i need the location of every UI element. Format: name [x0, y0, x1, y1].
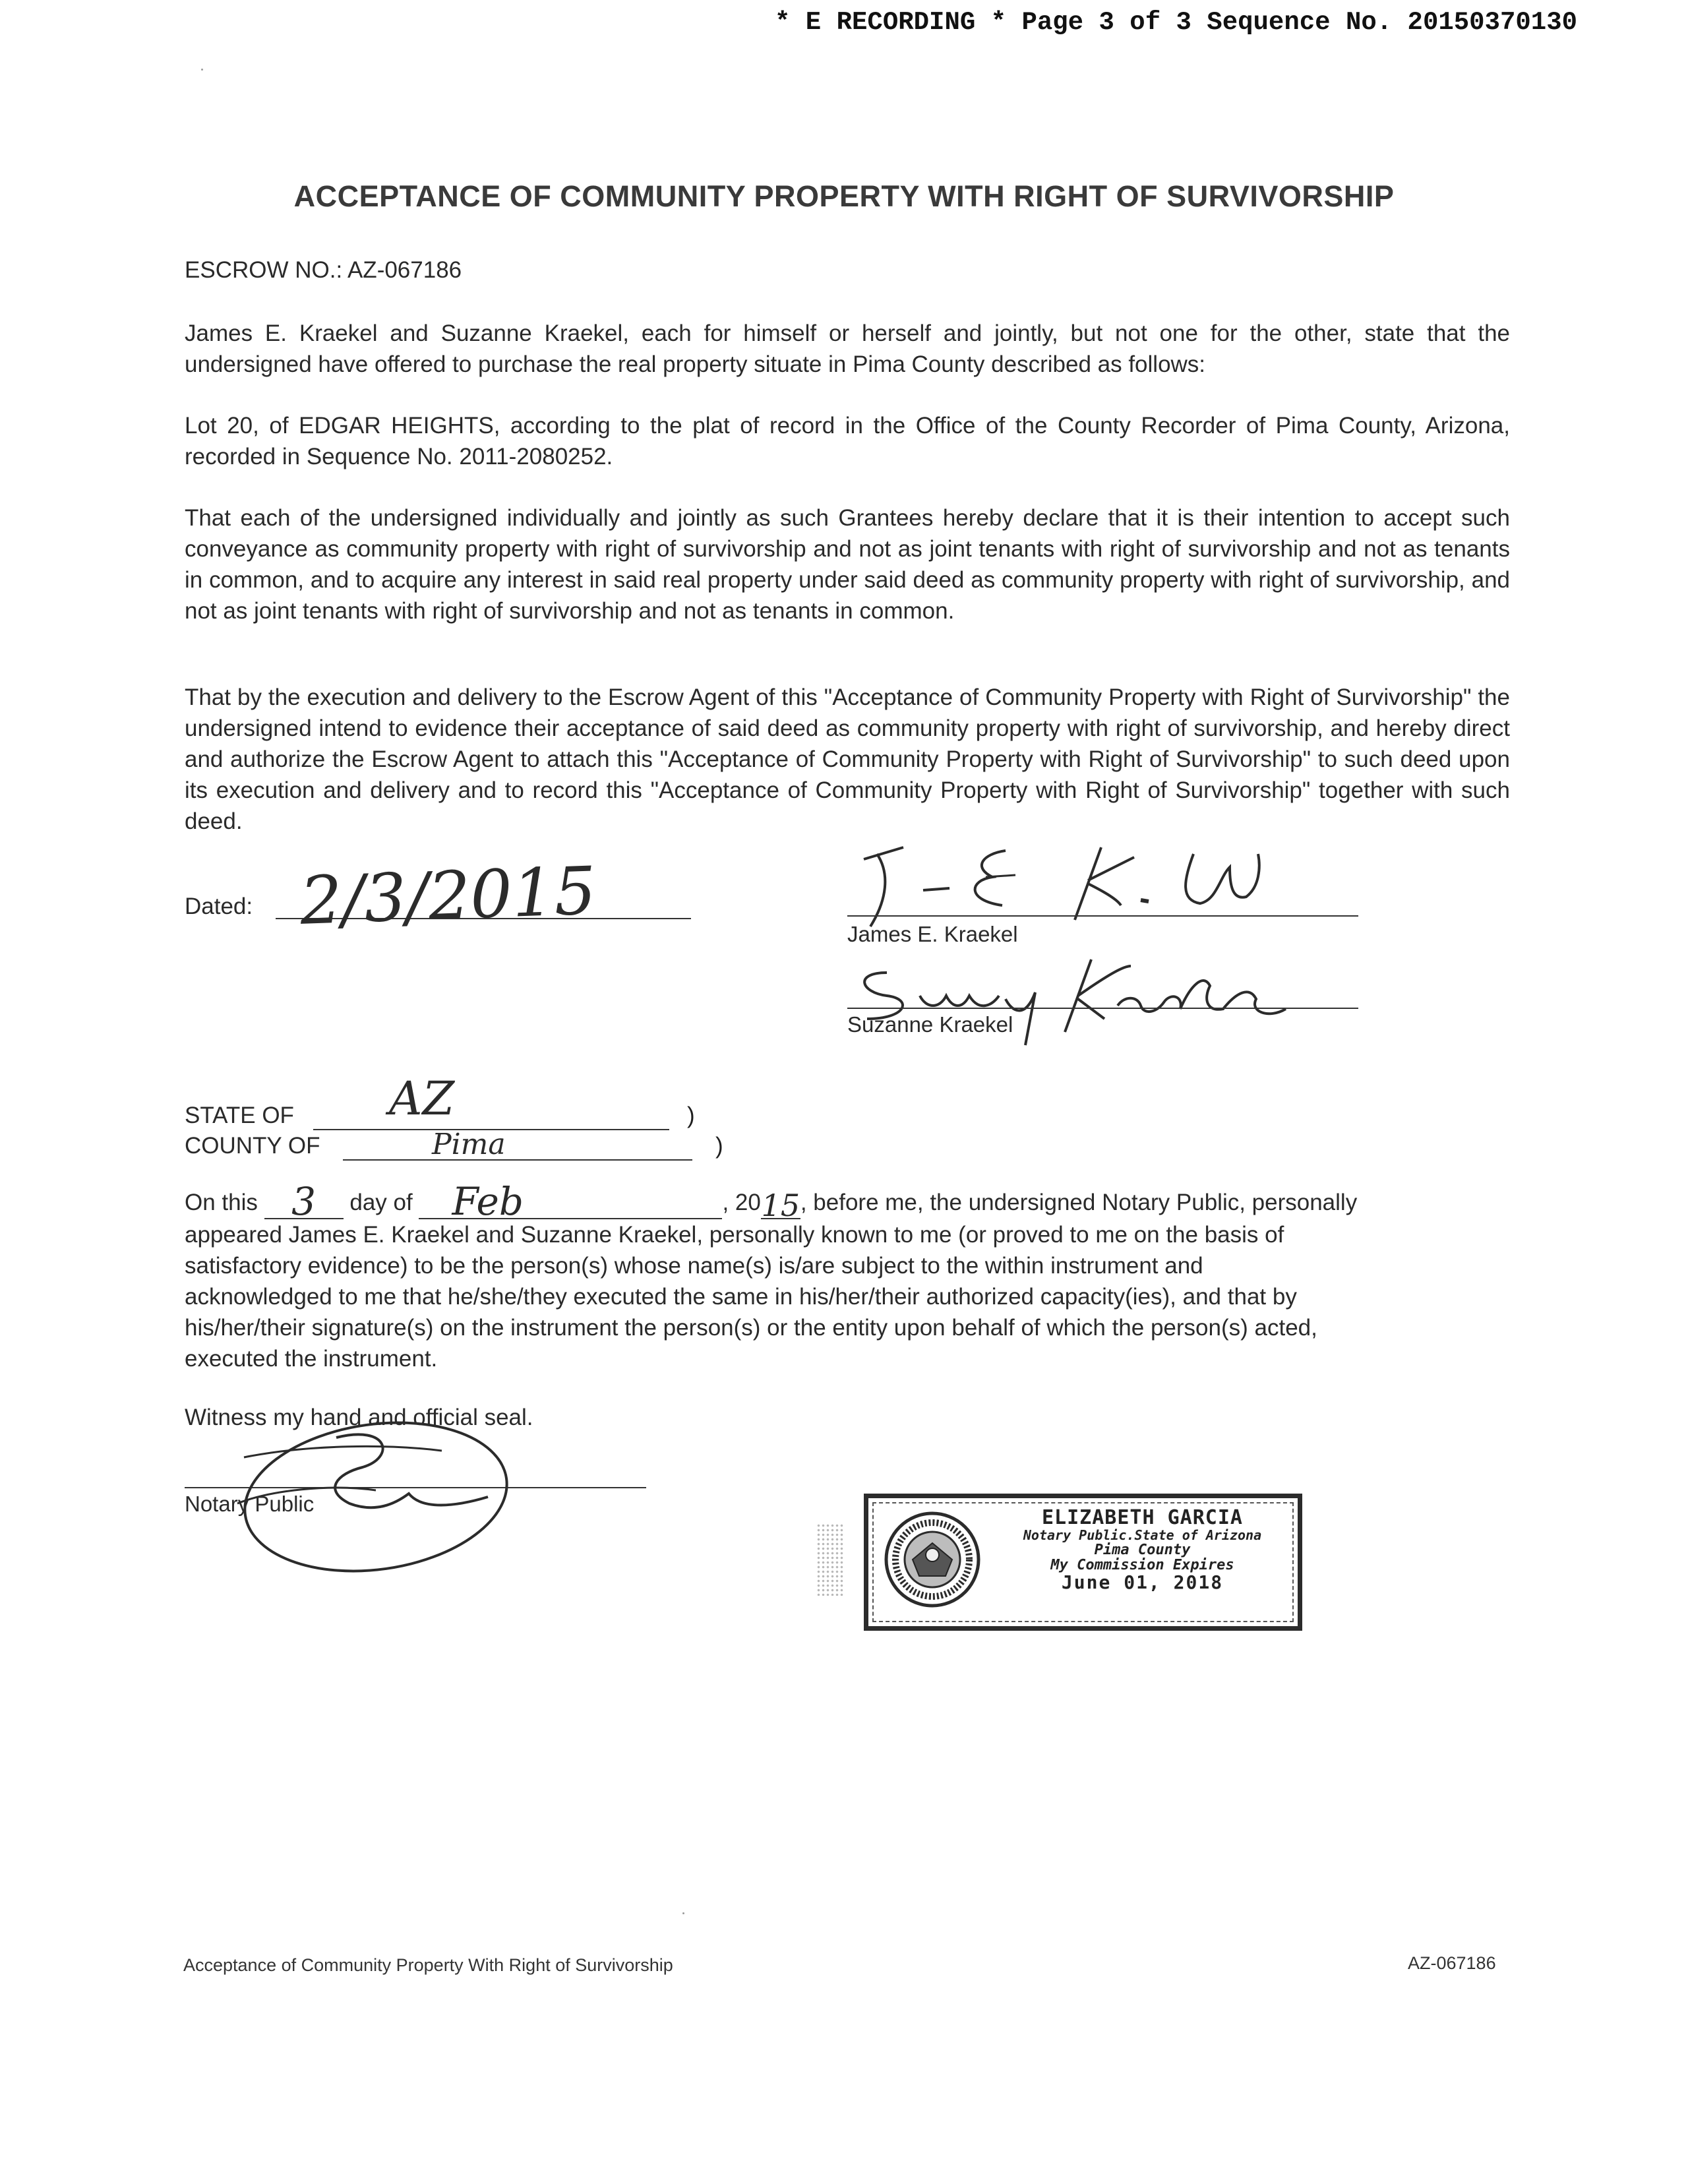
stamp-smudge	[816, 1523, 844, 1596]
document-title: ACCEPTANCE OF COMMUNITY PROPERTY WITH RIGHT OF SURVIVORSHIP	[293, 179, 1395, 213]
day-of-text: day of	[349, 1190, 413, 1215]
notary-line-6: executed the instrument.	[185, 1346, 438, 1372]
county-paren: )	[715, 1133, 723, 1159]
on-this-text: On this	[185, 1190, 258, 1215]
year-blank	[761, 1187, 800, 1223]
notary-stamp	[864, 1494, 1302, 1631]
notary-line-3: satisfactory evidence) to be the person(s) whose name(s) is/are subject to the within instrument and	[185, 1253, 1203, 1279]
county-label: COUNTY OF	[185, 1133, 320, 1159]
notary-line-2: appeared James E. Kraekel and Suzanne Kraekel, personally known to me (or proved to me on the basis of	[185, 1222, 1284, 1248]
arizona-seal-icon	[883, 1510, 982, 1609]
paragraph-intention: That each of the undersigned individually and jointly as such Grantees hereby declare that it is their intention to accept such conveyance as community property with right of survivorship and not as joint tenants with right of survivorship and not as tenants in common, and to acquire any interest in said real property under said deed as community property with right of survivorship, and not as joint tenants with right of survivorship and not as tenants in common.	[185, 505, 1510, 624]
stamp-notary-title: Notary Public.State of Arizona	[1023, 1527, 1262, 1543]
state-handwritten: AZ	[389, 1072, 455, 1126]
month-handwritten: Feb	[452, 1179, 524, 1224]
after-year-text: , before me, the undersigned Notary Public, personally	[800, 1190, 1358, 1215]
notary-line-5: his/her/their signature(s) on the instrument the person(s) or the entity upon behalf of which the person(s) acted,	[185, 1315, 1317, 1341]
signature-line-suzanne	[847, 1008, 1358, 1009]
notary-first-line	[185, 1179, 1490, 1224]
scan-speck	[682, 1912, 684, 1914]
year-prefix-text: , 20	[722, 1190, 761, 1215]
witness-statement: Witness my hand and official seal.	[185, 1405, 533, 1430]
signer-name-james: James E. Kraekel	[847, 922, 1018, 946]
signature-line-james	[847, 915, 1358, 917]
month-blank	[419, 1179, 722, 1224]
paragraph-parties: James E. Kraekel and Suzanne Kraekel, each for himself or herself and jointly, but not one for the other, state that the undersigned have offered to purchase the real property situate in Pima County described as follows:	[185, 320, 1510, 377]
county-handwritten: Pima	[432, 1128, 506, 1161]
recording-header: * E RECORDING * Page 3 of 3 Sequence No. 20150370130	[775, 8, 1577, 37]
james-signature	[851, 828, 1352, 933]
dated-label: Dated:	[185, 894, 253, 919]
stamp-county: Pima County	[1094, 1541, 1191, 1558]
stamp-notary-name: ELIZABETH GARCIA	[1042, 1506, 1243, 1529]
stamp-commission-label: My Commission Expires	[1050, 1556, 1234, 1573]
signer-name-suzanne: Suzanne Kraekel	[847, 1012, 1013, 1037]
scan-speck	[201, 69, 203, 71]
day-blank	[264, 1179, 344, 1224]
footer-document-title: Acceptance of Community Property With Right of Survivorship	[183, 1955, 673, 1975]
paragraph-legal-description: Lot 20, of EDGAR HEIGHTS, according to the plat of record in the Office of the County Recorder of Pima County, Arizona, recorded in Sequence No. 2011-2080252.	[185, 413, 1510, 470]
notary-line-4: acknowledged to me that he/she/they executed the same in his/her/their authorized capacity(ies), and that by	[185, 1284, 1297, 1310]
day-handwritten: 3	[291, 1179, 316, 1224]
notary-public-label: Notary Public	[185, 1492, 315, 1516]
county-line	[343, 1159, 692, 1161]
dated-handwritten: 2/3/2015	[299, 852, 598, 940]
year-handwritten: 15	[761, 1188, 800, 1223]
footer-escrow-number: AZ-067186	[1408, 1953, 1496, 1973]
paragraph-execution: That by the execution and delivery to the Escrow Agent of this "Acceptance of Community Property with Right of Survivorship" the undersigned intend to evidence their acceptance of said deed as community property with right of survivorship, and hereby direct and authorize the Escrow Agent to attach this "Acceptance of Community Property with Right of Survivorship" to such deed upon its execution and delivery and to record this "Acceptance of Community Property with Right of Survivorship" together with such deed.	[185, 684, 1510, 834]
state-label: STATE OF	[185, 1103, 294, 1128]
stamp-expiration-date: June 01, 2018	[1061, 1571, 1224, 1593]
notary-signature	[178, 1405, 574, 1629]
notary-acknowledgment	[185, 1179, 1490, 1374]
state-paren: )	[687, 1103, 695, 1128]
stamp-text	[994, 1507, 1291, 1592]
escrow-number: ESCROW NO.: AZ-067186	[185, 257, 462, 283]
